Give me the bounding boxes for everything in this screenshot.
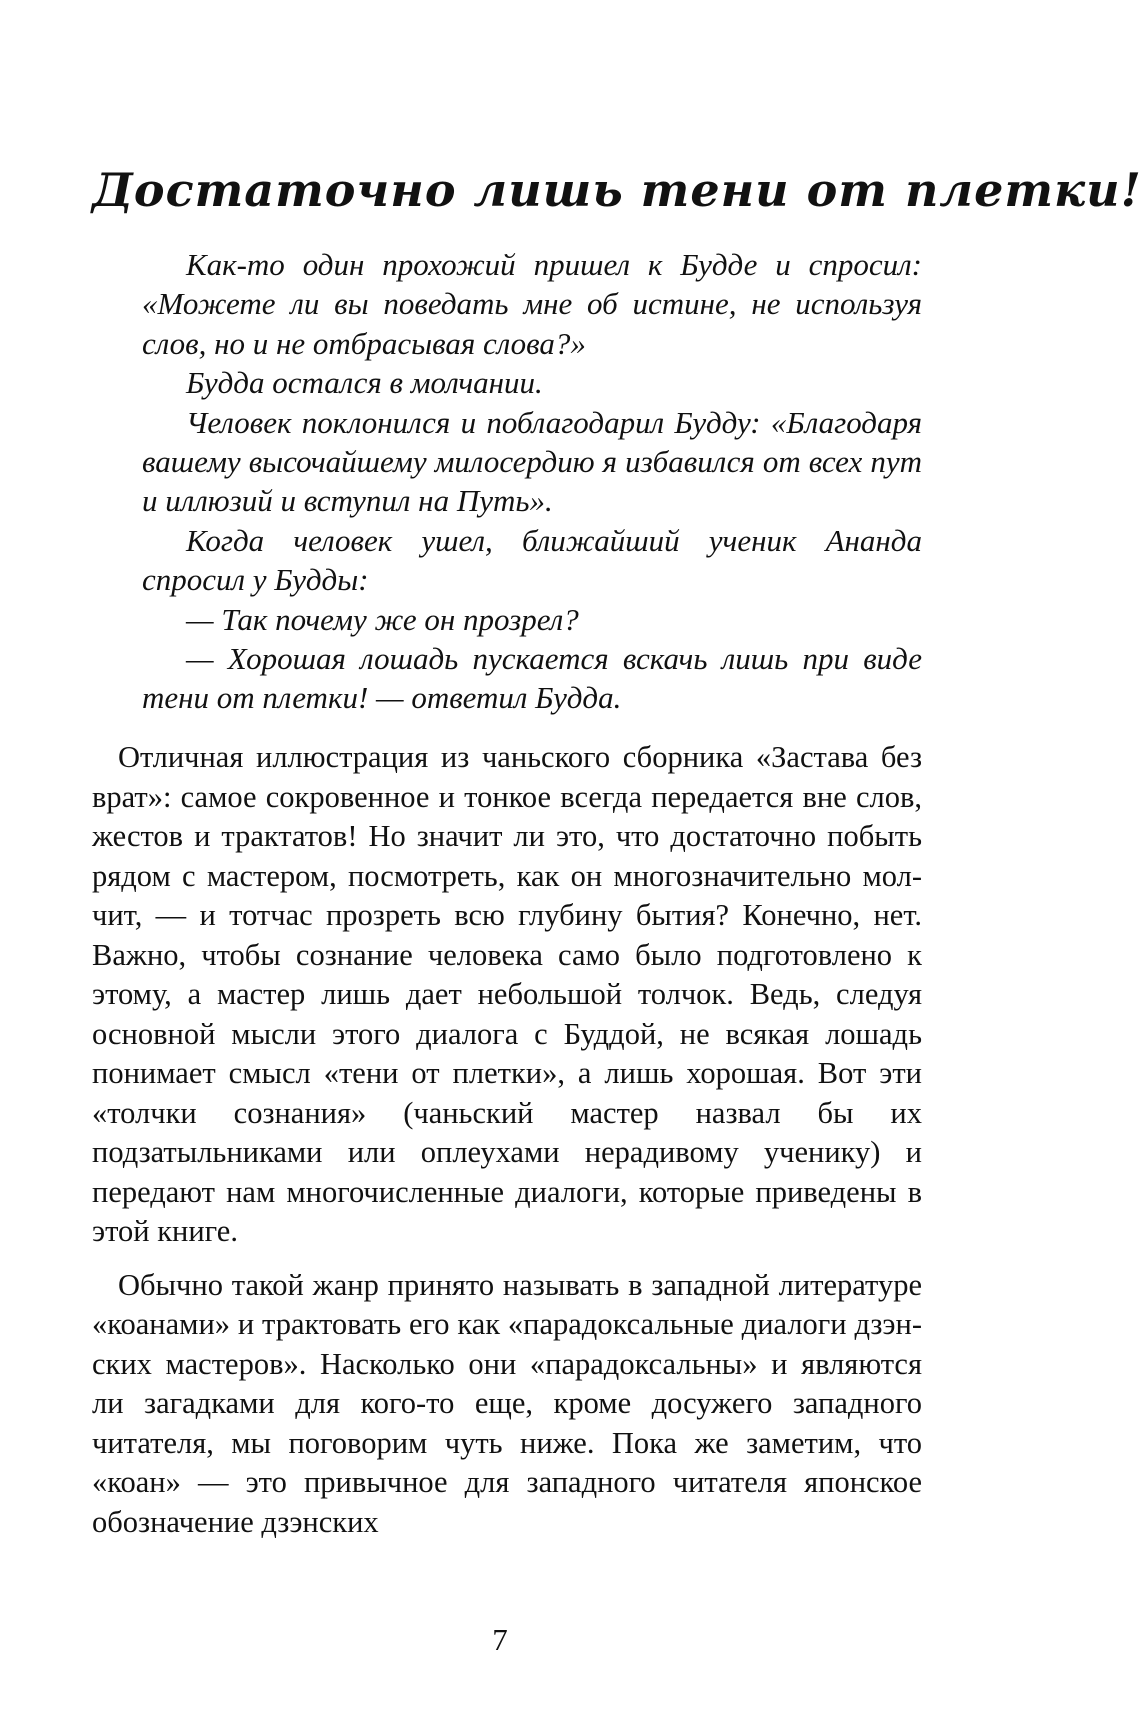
body-text — [92, 738, 922, 1542]
epigraph-paragraph: Когда человек ушел, ближайший ученик Ананда спросил у Будды: — [142, 522, 922, 598]
epigraph-paragraph: — Хорошая лошадь пускается вскачь лишь при виде тени от плетки! — ответил Будда. — [142, 641, 922, 716]
page-number: 7 — [492, 1622, 508, 1657]
body-paragraph: Обычно такой жанр принято называть в западной литературе «коанами» и трактовать его как «парадоксальные диалоги дзэнских мастеров». Насколько они «парадоксальны» и являются ли загадками для кого-то еще, кроме досужего западного читателя, мы поговорим чуть ниже. Пока же заметим, что «коан» — это привычное для западного читателя японское обозначение дзэнских — [92, 1267, 922, 1539]
epigraph-paragraph: Как-то один прохожий пришел к Будде и спросил: «Можете ли вы поведать мне об истине, не используя слов, но и не отбрасывая слова?» — [142, 247, 922, 361]
body-paragraph: Отличная иллюстрация из чаньского сборника «Застава без врат»: самое сокровенное и тонкое всегда передается вне слов, жестов и трактатов! Но значит ли это, что достаточно побыть рядом с мастером, посмотреть, как он многозначительно молчит, — и тотчас прозреть всю глубину бытия? Конечно, нет. Важно, чтобы сознание человека само было подготовлено к этому, а мастер лишь дает небольшой толчок. Ведь, следуя основной мысли этого диалога с Буддой, не всякая лошадь понимает смысл «тени от плетки», а лишь хорошая. Вот эти «толчки сознания» (чаньский мастер назвал бы их подзатыльниками или оплеухами нерадивому ученику) и передают нам многочисленные диалоги, которые приведены в этой книге. — [92, 740, 922, 1248]
epigraph — [142, 245, 922, 718]
epigraph-paragraph: Будда остался в молчании. — [186, 365, 543, 401]
epigraph-paragraph: — Так почему же он прозрел? — [186, 601, 579, 637]
chapter-title: Достаточно лишь тени от плетки! — [92, 163, 1142, 217]
epigraph-paragraph: Человек поклонился и поблагодарил Будду: «Благодаря вашему высочайшему милосердию я избавился от всех пут и иллюзий и вступил на Путь». — [142, 404, 922, 519]
